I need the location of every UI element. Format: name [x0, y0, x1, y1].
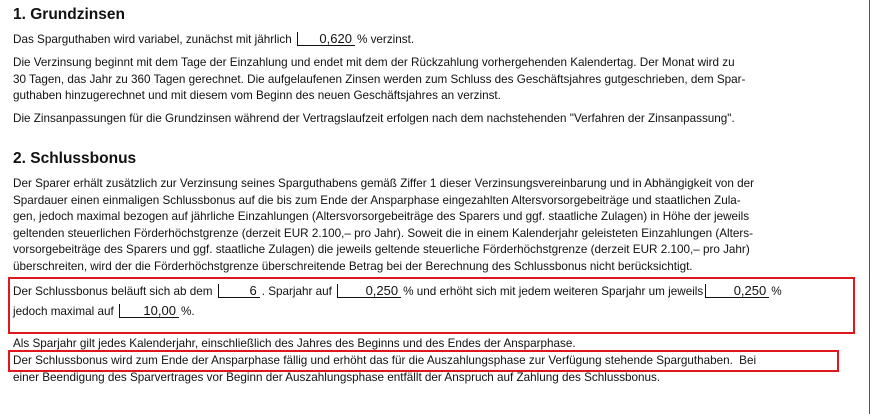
bonus-text-6: %.	[180, 304, 195, 318]
section-1-rate-paragraph	[13, 32, 858, 49]
bonus-increment-field: 0,250	[705, 284, 769, 298]
bonus-max-rate-field: 10,00	[119, 304, 179, 318]
text-line: Die Verzinsung beginnt mit dem Tage der Einzahlung und endet mit dem der Rückzahlung vorhergehenden Kalendertag. Der Monat wird zu	[13, 56, 735, 69]
text-line: Der Sparer erhält zusätzlich zur Verzinsung seines Sparguthabens gemäß Ziffer 1 dieser Verzinsungsvereinbarung und in Abhängigkeit von der	[13, 177, 755, 190]
text-line: gen, jedoch maximal bezogen auf jährliche Einzahlungen (Altersvorsorgebeiträge des Sparers und ggf. staatliche Zulagen) in Höhe der jeweils	[13, 210, 750, 224]
text-line: Die Zinsanpassungen für die Grundzinsen während der Vertragslaufzeit erfolgen nach dem nachstehenden "Verfahren der Zinsanpassung".	[13, 112, 735, 125]
text-line: guthaben hinzugerechnet und mit diesem vom Beginn des neuen Geschäftsjahres an verzinst.	[13, 89, 501, 103]
section-2-paragraph-1	[13, 176, 858, 276]
text-line: geltenden steuerlichen Förderhöchstgrenze (derzeit EUR 2.100,– pro Jahr). Soweit die in einem Kalenderjahr geleisteten Einzahlungen (Alters-	[13, 226, 753, 240]
bonus-text-1: Der Schlussbonus beläuft sich ab dem	[13, 285, 213, 298]
bonus-text-5: jedoch maximal auf	[13, 304, 114, 318]
text-line: überschreiten, wird der die Förderhöchstgrenze überschreitende Betrag bei der Berechnung des Schlussbonus nicht berücksichtigt.	[13, 259, 693, 273]
bonus-text-2: . Sparjahr auf	[261, 285, 332, 298]
text-line: einer Beendigung des Sparvertrages vor Beginn der Auszahlungsphase entfällt der Anspruch auf Zahlung des Schlussbonus.	[13, 370, 661, 384]
text-line: Als Sparjahr gilt jedes Kalenderjahr, einschließlich des Jahres des Beginns und des Endes der Ansparphase.	[13, 337, 576, 350]
grundzins-rate-field: 0,620	[297, 32, 355, 46]
rate-text-before: Das Sparguthaben wird variabel, zunächst mit jährlich	[13, 33, 292, 46]
maturity-text-rest: Bei	[739, 354, 757, 367]
section-2-heading: 2. Schlussbonus	[13, 150, 137, 167]
text-line: vorsorgebeiträge des Sparers und ggf. staatliche Zulagen) die jeweils geltende steuerliche Förderhöchstgrenze (derzeit EUR 2.100,– pro Jahr)	[13, 243, 750, 257]
maturity-text-boxed: Der Schlussbonus wird zum Ende der Ansparphase fällig und erhöht das für die Auszahlungsphase zur Verfügung stehende Sparguthaben.	[13, 354, 733, 367]
text-line: 30 Tagen, das Jahr zu 360 Tagen gerechnet. Die aufgelaufenen Zinsen werden zum Schluss des Geschäftsjahres gutgeschrieben, dem Spar-	[13, 72, 746, 86]
section-2-maturity-paragraph	[13, 353, 858, 386]
bonus-start-year-field: 6	[218, 284, 260, 298]
section-1-paragraph-3	[13, 111, 858, 128]
rate-text-after: % verzinst.	[356, 33, 415, 46]
bonus-clause-paragraph	[13, 284, 848, 320]
bonus-text-4: %	[771, 285, 782, 298]
section-1-heading: 1. Grundzinsen	[13, 6, 125, 23]
section-1-paragraph-2	[13, 55, 858, 105]
bonus-start-rate-field: 0,250	[337, 284, 401, 298]
text-line: Spardauer einen einmaligen Schlussbonus auf die bis zum Ende der Ansparphase eingezahlten Altersvorsorgebeiträge und staatlichen Zula-	[13, 193, 741, 207]
bonus-text-3: % und erhöht sich mit jedem weiteren Sparjahr um jeweils	[403, 285, 704, 298]
